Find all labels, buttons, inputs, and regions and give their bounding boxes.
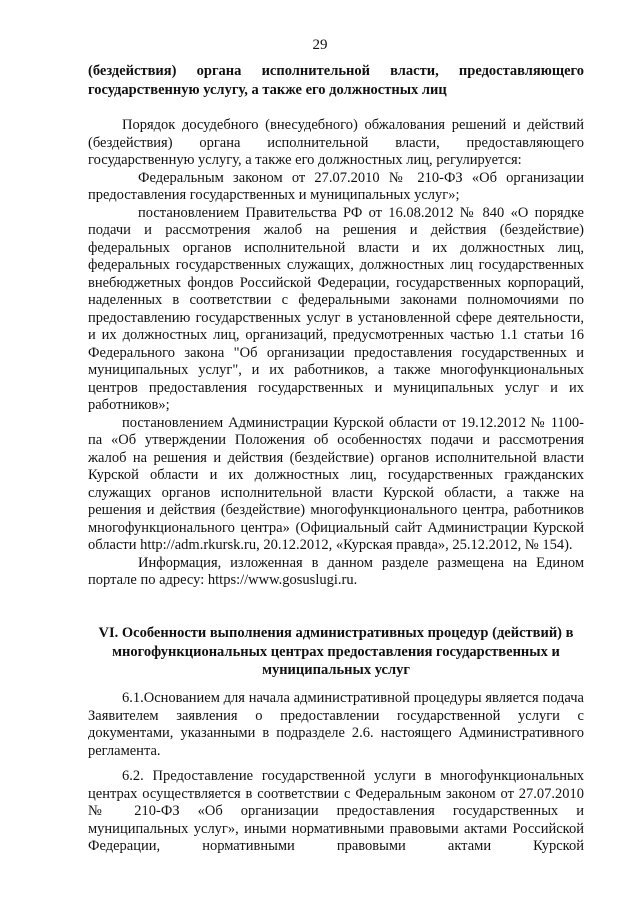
paragraph-6-2: 6.2. Предоставление государственной услуги в многофункциональных центрах осуществляется в соответствии с Федеральным законом от 27.07.2010 № 210-ФЗ «Об организации предоставления государственных и муниципальных услуг», иными нормативными правовыми актами Российской Федерации, нормативными правовыми актами Курской	[88, 768, 584, 854]
paragraph-government-decree: постановлением Правительства РФ от 16.08.2012 № 840 «О порядке подачи и рассмотрения жалоб на решения и действия (бездействие) федеральных органов исполнительной власти и их должностных лиц, федеральных государственных служащих, должностных лиц государственных внебюджетных фондов Российской Федерации, государственных корпораций, наделенных в соответствии с федеральными законами полномочиями по предоставлению государственных услуг в установленной сфере деятельности, и их должностных лиц, организаций, предусмотренных частью 1.1 статьи 16 Федерального закона "Об организации предоставления государственных и муниципальных услуг", и их работников, а также многофункциональных центров предоставления государственных и муниципальных услуг и их работников»;	[88, 204, 584, 413]
paragraph-kursk-decree: постановлением Администрации Курской области от 19.12.2012 № 1100-па «Об утверждении Положения об особенностях подачи и рассмотрения жалоб на решения и действия (бездействие) органов исполнительной власти Курской области и их должностных лиц, государственных гражданских служащих органов исполнительной власти Курской области, а также на решения и действия (бездействие) многофункционального центра, работников многофункционального центра» (Официальный сайт Администрации Курской области http://adm.rkursk.ru, 20.12.2012, «Курская правда», 25.12.2012, № 154).	[88, 414, 584, 553]
section-v-body	[88, 117, 584, 590]
paragraph-federal-law: Федеральным законом от 27.07.2010 № 210-ФЗ «Об организации предоставления государственных и муниципальных услуг»;	[88, 169, 584, 203]
section-vi-heading: VI. Особенности выполнения административных процедур (действий) в многофункциональных центрах предоставления государственных и муниципальных услуг	[98, 625, 574, 678]
page-number: 29	[312, 37, 328, 53]
section-heading-continuation: (бездействия) органа исполнительной власти, предоставляющего государственную услугу, а также его должностных лиц	[88, 63, 584, 98]
paragraph-appeal-procedure: Порядок досудебного (внесудебного) обжалования решений и действий (бездействия) органа исполнительной власти, предоставляющего государственную услугу, а также его должностных лиц, регулируется:	[88, 117, 584, 168]
paragraph-portal-info: Информация, изложенная в данном разделе размещена на Едином портале по адресу: https://www.gosuslugi.ru.	[88, 554, 584, 588]
paragraph-6-1: 6.1.Основанием для начала административной процедуры является подача Заявителем заявления о предоставлении государственной услуги с документами, указанными в подразделе 2.6. настоящего Административного регламента.	[88, 690, 584, 759]
section-vi-body	[88, 690, 584, 856]
